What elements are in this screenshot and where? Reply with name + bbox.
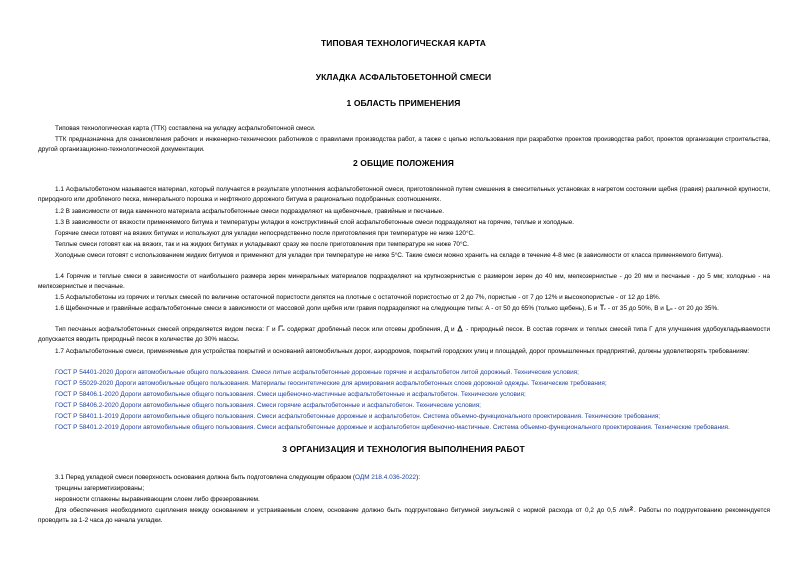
section-2-heading: 2 ОБЩИЕ ПОЛОЖЕНИЯ: [353, 158, 454, 168]
document-subtitle: УКЛАДКА АСФАЛЬТОБЕТОННОЙ СМЕСИ: [315, 72, 492, 82]
paragraph-cold-mixes: Холодные смеси готовят с использованием жидких битумов и применяют для укладки при температуре не ниже 5°С. Такие смеси можно хранить на складе в течение 4-8 мес (в зависимости от класса применяемого битума).: [55, 252, 723, 259]
paragraph-warm-mixes: Теплые смеси готовят как на вязких, так и на жидких битумах и укладывают сразу же после приготовления при температуре не ниже 70°С.: [55, 241, 469, 248]
paragraph-adhesion: Для обеспечения необходимого сцепления между основанием и устраиваемым слоем, основание должно быть подгрунтовано битумной эмульсией с нормой расхода от 0,2 до 0,5 л/м . Работы по подгрунтованию рекомендуется проводить за 1-2 часа до начала укладки.: [38, 507, 770, 524]
standard-link-1[interactable]: ГОСТ Р 54401-2020 Дороги автомобильные общего пользования. Смеси литые асфальтобетонные дорожные горячие и асфальтобетон литой дорожный. Технические условия;: [55, 369, 579, 376]
formula-symbol-icon: [278, 325, 285, 332]
standard-link-4[interactable]: ГОСТ Р 58406.2-2020 Дороги автомобильные общего пользования. Смеси горячие асфальтобетонные и асфальтобетон. Технические условия;: [55, 402, 481, 409]
paragraph: ТТК предназначена для ознакомления рабочих и инженерно-технических работников с правилами производства работ, а также с целью использования при разработке проектов производства работ, проектов организации строительства, другой организационно-технологической документации.: [38, 136, 770, 153]
paragraph-1-7: 1.7 Асфальтобетонные смеси, применяемые для устройства покрытий и оснований автомобильных дорог, аэродромов, покрытий городских улиц и площадей, дорог промышленных предприятий, должны удовлетворять требованиям:: [55, 348, 750, 355]
paragraph-3-1: 3.1 Перед укладкой смеси поверхность основания должна быть подготовлена следующим образом (ОДМ 218.4.036-2022):: [55, 474, 420, 481]
paragraph-hot-mixes: Горячие смеси готовят на вязких битумах и используют для укладки непосредственно после приготовления при температуре не ниже 120°С.: [55, 230, 475, 237]
paragraph-1-1: 1.1 Асфальтобетоном называется материал, который получается в результате уплотнения асфальтобетонной смеси, приготовленной путем смешения в смесительных установках в нагретом состоянии щебня (гравия) различной крупности, природного или дробленого песка, минерального порошка и нефтяного дорожного битума в рационально подобранных соотношениях.: [38, 186, 770, 203]
paragraph-1-4: 1.4 Горячие и теплые смеси в зависимости от наибольшего размера зерен минеральных материалов подразделяют на крупнозернистые с размером зерен до 40 мм, мелкозернистые - до 20 мм и песчаные - до 5 мм; холодные - на мелкозернистые и песчаные.: [38, 273, 770, 290]
paragraph-1-5: 1.5 Асфальтобетоны из горячих и теплых смесей по величине остаточной пористости делятся на плотные с остаточной пористостью от 2 до 7%, пористые - от 7 до 12% и высокопористые - от 12 до 18%.: [55, 294, 661, 301]
section-3-heading: 3 ОРГАНИЗАЦИЯ И ТЕХНОЛОГИЯ ВЫПОЛНЕНИЯ РАБОТ: [282, 444, 525, 454]
list-item-unevenness: неровности сглажены выравнивающим слоем либо фрезерованием.: [55, 496, 260, 503]
document-title: ТИПОВАЯ ТЕХНОЛОГИЧЕСКАЯ КАРТА: [320, 38, 487, 48]
standard-link-6[interactable]: ГОСТ Р 58401.2-2019 Дороги автомобильные общего пользования. Смеси асфальтобетонные дорожные и асфальтобетон щебеночно-мастичные. Система объемно-функционального проектирования. Технические требования.: [55, 424, 730, 431]
paragraph: Типовая технологическая карта (ТТК) составлена на укладку асфальтобетонной смеси.: [55, 125, 316, 132]
paragraph-1-2: 1.2 В зависимости от вида каменного материала асфальтобетонные смеси подразделяют на щебеночные, гравийные и песчаные.: [55, 208, 444, 215]
standard-link-5[interactable]: ГОСТ Р 58401.1-2019 Дороги автомобильные общего пользования. Смеси асфальтобетонные дорожные и асфальтобетон. Система объемно-функционального проектирования. Технические требования;: [55, 413, 661, 420]
formula-symbol-icon: [666, 304, 673, 311]
section-1-heading: 1 ОБЛАСТЬ ПРИМЕНЕНИЯ: [346, 98, 461, 108]
paragraph-1-3: 1.3 В зависимости от вязкости применяемого битума и температуры укладки в конструктивный слой асфальтобетонные смеси подразделяют на горячие, теплые и холодные.: [55, 219, 575, 226]
paragraph-1-6: 1.6 Щебеночные и гравийные асфальтобетонные смеси в зависимости от массовой доли щебня или гравия подразделяют на следующие типы: А - от 50 до 65% (только щебень), Б и - от 35 до 50%, В и - от 20 до 35%.: [55, 305, 719, 312]
paragraph-sand-types: Тип песчаных асфальтобетонных смесей определяется видом песка: Г и содержат дробленый песок или отсевы дробления, Д и - природный песок. В состав горячих и теплых смесей типа Г для улучшения удобоукладываемости допускается вводить природный песок в количестве до 30% массы.: [38, 326, 771, 343]
odm-link[interactable]: ОДМ 218.4.036-2022: [355, 474, 417, 481]
formula-symbol-icon: [457, 325, 464, 332]
standard-link-3[interactable]: ГОСТ Р 58406.1-2020 Дороги автомобильные общего пользования. Смеси щебеночно-мастичные асфальтобетонные и асфальтобетон. Технические условия;: [55, 391, 526, 398]
standard-link-2[interactable]: ГОСТ Р 55029-2020 Дороги автомобильные общего пользования. Материалы геосинтетические для армирования асфальтобетонных слоев дорожной одежды. Технические требования;: [55, 380, 607, 387]
formula-symbol-icon: [599, 304, 606, 311]
list-item-cracks: трещины загерметизированы;: [55, 485, 145, 492]
